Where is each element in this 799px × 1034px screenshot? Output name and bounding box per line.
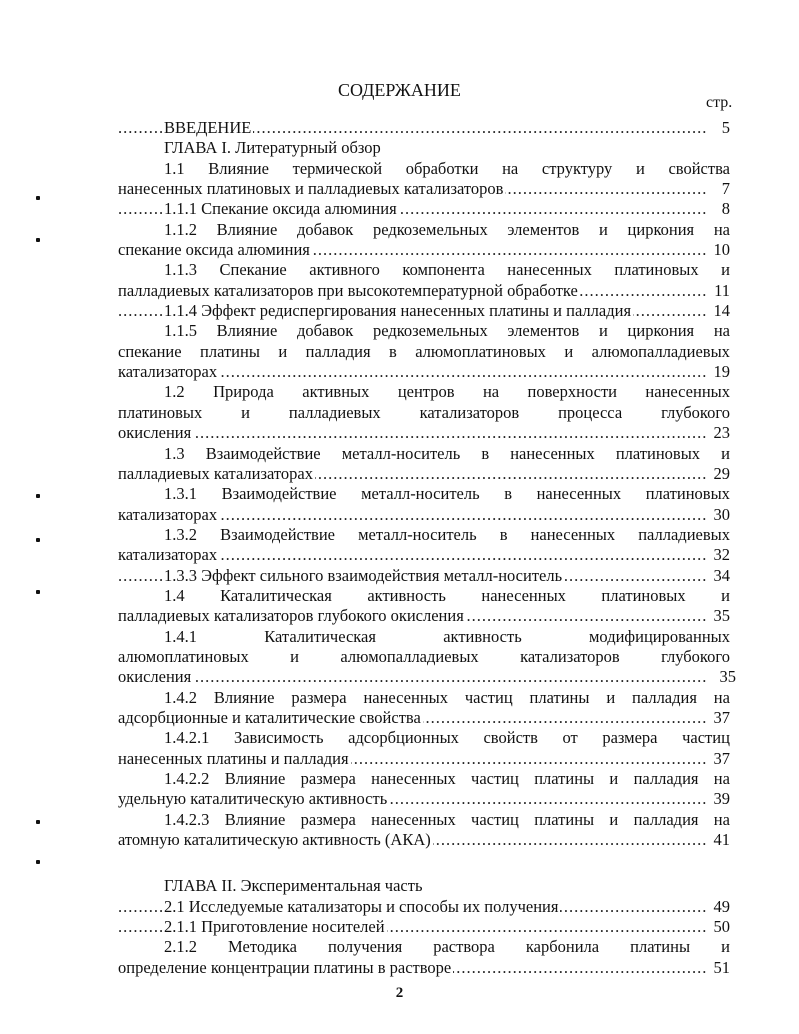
toc-line	[118, 220, 730, 240]
toc-line-text: спекание оксида алюминия	[118, 240, 310, 260]
toc-line	[118, 897, 730, 917]
toc-line	[118, 708, 730, 728]
toc-line-text: адсорбционные и каталитические свойства	[118, 707, 421, 727]
toc-line-text: 1.1.1 Спекание оксида алюминия	[164, 199, 397, 219]
toc-line	[118, 403, 730, 423]
toc-line-text: ВВЕДЕНИЕ	[164, 118, 252, 137]
toc-line	[118, 789, 730, 809]
toc-line-text: 1.1.3 Спекание активного компонента нанесенных платиновых и	[164, 260, 730, 280]
dot-leader	[118, 667, 706, 687]
toc-line	[118, 917, 730, 937]
toc-line-text: платиновых и палладиевых катализаторов процесса глубокого	[118, 402, 730, 422]
toc-line	[118, 382, 730, 402]
toc-line-text: нанесенных платиновых и палладиевых катализаторов	[118, 179, 504, 199]
toc-line	[118, 728, 730, 748]
toc-line-text: окисления	[118, 423, 192, 443]
toc-entry	[118, 220, 730, 261]
scan-mark	[36, 238, 40, 242]
toc-page-number: 37	[708, 749, 730, 769]
toc-page-number: 8	[708, 199, 730, 219]
toc-page-number: 51	[708, 958, 730, 978]
toc-line	[118, 647, 730, 667]
toc-line-text: 1.1 Влияние термической обработки на структуру и свойства	[164, 158, 730, 178]
toc-line	[118, 159, 730, 179]
toc-line-text: 1.1.5 Влияние добавок редкоземельных элементов и циркония на	[164, 321, 730, 341]
toc-line-text: атомную каталитическую активность (АКА)	[118, 830, 431, 850]
toc-line-text: 1.4.2.3 Влияние размера нанесенных частиц платины и палладия на	[164, 809, 730, 829]
toc-line	[118, 606, 730, 626]
toc-entry	[118, 138, 730, 158]
toc-line-text: палладиевых катализаторах	[118, 463, 313, 483]
table-of-contents	[118, 118, 736, 978]
toc-line	[118, 444, 730, 464]
toc-line	[118, 138, 730, 158]
toc-line	[118, 525, 730, 545]
toc-entry	[118, 626, 736, 688]
scan-mark	[36, 820, 40, 824]
toc-line	[118, 199, 730, 219]
toc-line-text: спекание платины и палладия в алюмоплатиновых и алюмопалладиевых	[118, 341, 730, 361]
toc-line-text: 2.1.1 Приготовление носителей	[164, 917, 385, 937]
section-gap	[118, 850, 730, 876]
toc-page-number: 35	[708, 606, 730, 626]
toc-line-text: удельную каталитическую активность	[118, 789, 388, 809]
toc-line-text: 1.4.1 Каталитическая активность модифицированных	[164, 626, 730, 646]
toc-page-number: 5	[708, 118, 730, 138]
toc-line	[118, 464, 730, 484]
toc-line-text: ГЛАВА II. Экспериментальная часть	[164, 876, 423, 896]
toc-page-number: 50	[708, 917, 730, 937]
toc-page-number: 29	[708, 464, 730, 484]
toc-entry	[118, 199, 730, 219]
toc-line	[118, 627, 730, 647]
toc-line-text: 1.1.2 Влияние добавок редкоземельных элементов и циркония на	[164, 219, 730, 239]
toc-page-number: 35	[714, 667, 736, 687]
toc-line	[118, 688, 730, 708]
toc-line	[118, 423, 730, 443]
toc-line-text: 1.3.3 Эффект сильного взаимодействия металл-носитель	[164, 565, 563, 585]
toc-line	[118, 321, 730, 341]
toc-line	[118, 830, 730, 850]
toc-page-number: 11	[708, 281, 730, 301]
toc-line	[118, 484, 730, 504]
toc-line-text: 1.4.2.1 Зависимость адсорбционных свойств от размера частиц	[164, 728, 730, 748]
toc-line	[118, 810, 730, 830]
toc-line-text: 1.2 Природа активных центров на поверхности нанесенных	[164, 382, 730, 402]
toc-line	[118, 240, 730, 260]
toc-line-text: определение концентрации платины в растворе	[118, 957, 452, 977]
toc-entry	[118, 897, 730, 917]
toc-line-text: алюмоплатиновых и алюмопалладиевых катализаторов глубокого	[118, 646, 730, 666]
toc-entry	[118, 118, 730, 138]
toc-entry	[118, 484, 730, 525]
toc-line-text: катализаторах	[118, 362, 218, 382]
scan-mark	[36, 538, 40, 542]
toc-entry	[118, 566, 730, 586]
toc-line-text: 1.1.4 Эффект редиспергирования нанесенных платины и палладия	[164, 301, 632, 321]
toc-line	[118, 362, 730, 382]
toc-page-number: 10	[708, 240, 730, 260]
toc-line-text: 1.3.1 Взаимодействие металл-носитель в нанесенных платиновых	[164, 484, 730, 504]
toc-entry	[118, 159, 730, 200]
toc-line	[118, 667, 736, 687]
toc-page-number: 19	[708, 362, 730, 382]
toc-entry	[118, 810, 730, 851]
toc-line-text: 1.4 Каталитическая активность нанесенных платиновых и	[164, 585, 730, 605]
toc-page-number: 14	[708, 301, 730, 321]
toc-line-text: катализаторах	[118, 545, 218, 565]
toc-line	[118, 586, 730, 606]
toc-line	[118, 769, 730, 789]
toc-line	[118, 958, 730, 978]
toc-page-number: 39	[708, 789, 730, 809]
toc-line	[118, 342, 730, 362]
toc-page-number: 30	[708, 505, 730, 525]
page-column-label: стр.	[706, 94, 733, 111]
toc-line-text: 2.1.2 Методика получения раствора карбонила платины и	[164, 937, 730, 957]
toc-line-text: катализаторах	[118, 504, 218, 524]
toc-entry	[118, 769, 730, 810]
toc-line-text: 2.1 Исследуемые катализаторы и способы их получения	[164, 896, 559, 916]
toc-page-number: 7	[708, 179, 730, 199]
toc-line-text: 1.3.2 Взаимодействие металл-носитель в нанесенных палладиевых	[164, 524, 730, 544]
toc-entry	[118, 586, 730, 627]
toc-line	[118, 281, 730, 301]
dot-leader	[118, 423, 706, 443]
toc-line-text: палладиевых катализаторов глубокого окисления	[118, 606, 464, 626]
toc-line-text: окисления	[118, 667, 192, 687]
toc-line	[118, 876, 730, 896]
toc-page-number: 41	[708, 830, 730, 850]
toc-entry	[118, 444, 730, 485]
toc-line-text: нанесенных платины и палладия	[118, 748, 349, 768]
scan-mark	[36, 590, 40, 594]
toc-page-number: 32	[708, 545, 730, 565]
page-number: 2	[395, 985, 404, 1001]
toc-line	[118, 566, 730, 586]
toc-line	[118, 179, 730, 199]
toc-entry	[118, 525, 730, 566]
scan-mark	[36, 494, 40, 498]
toc-line-text: 1.3 Взаимодействие металл-носитель в нанесенных платиновых и	[164, 443, 730, 463]
toc-page-number: 34	[708, 566, 730, 586]
toc-entry	[118, 260, 730, 301]
scan-mark	[36, 196, 40, 200]
scan-mark	[36, 860, 40, 864]
toc-entry	[118, 301, 730, 321]
toc-line-text: 1.4.2.2 Влияние размера нанесенных частиц платины и палладия на	[164, 769, 730, 788]
toc-page-number: 23	[708, 423, 730, 443]
toc-page-number: 37	[708, 708, 730, 728]
toc-line-text: 1.4.2 Влияние размера нанесенных частиц платины и палладия на	[164, 687, 730, 707]
toc-line	[118, 749, 730, 769]
toc-entry	[118, 321, 730, 382]
toc-line-text: палладиевых катализаторов при высокотемпературной обработке	[118, 280, 578, 300]
toc-entry	[118, 688, 730, 729]
toc-line	[118, 260, 730, 280]
toc-page-number: 49	[708, 897, 730, 917]
toc-entry	[118, 917, 730, 937]
toc-line	[118, 545, 730, 565]
toc-entry	[118, 937, 730, 978]
toc-entry	[118, 382, 730, 443]
toc-line	[118, 937, 730, 957]
page-title: СОДЕРЖАНИЕ	[338, 80, 461, 100]
toc-line	[118, 505, 730, 525]
toc-line-text: ГЛАВА I. Литературный обзор	[164, 138, 381, 158]
toc-entry	[118, 728, 730, 769]
toc-line	[118, 301, 730, 321]
toc-entry	[118, 876, 730, 896]
toc-line	[118, 118, 730, 138]
